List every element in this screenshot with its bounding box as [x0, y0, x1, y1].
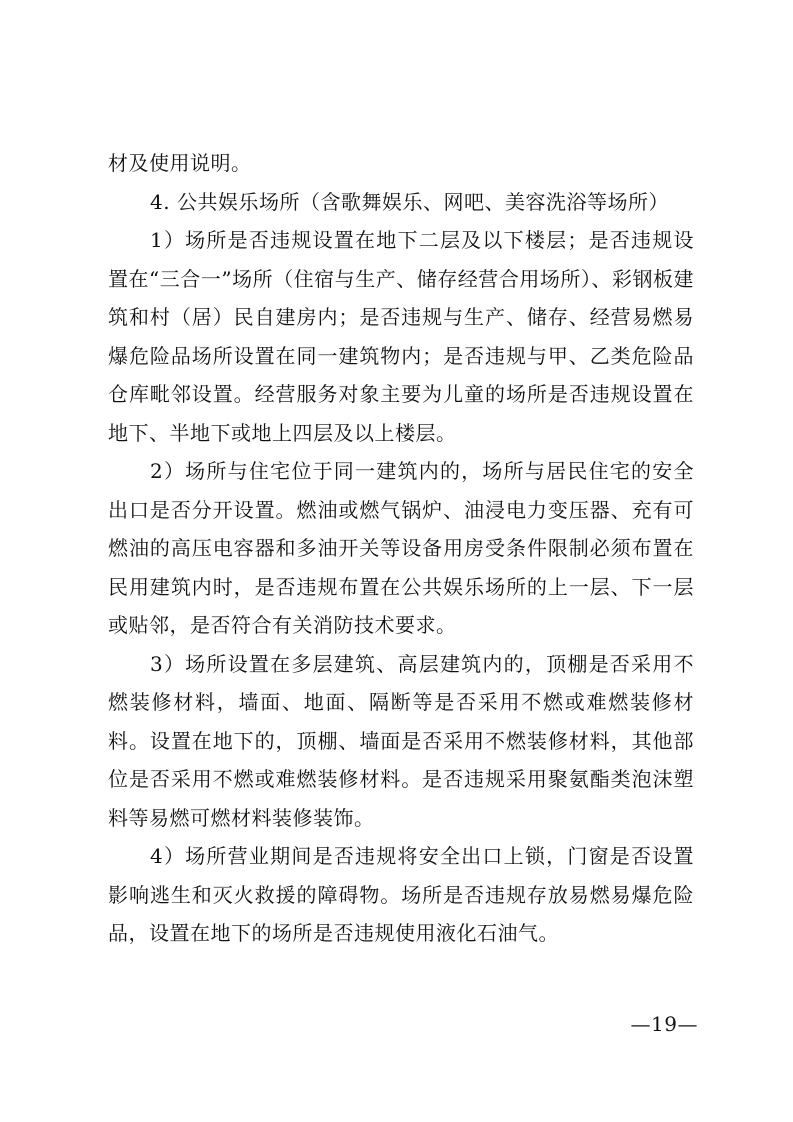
paragraph-continuation: 材及使用说明。 [108, 151, 252, 175]
paragraph-item-1: 1）场所是否违规设置在地下二层及以下楼层；是否违规设置在“三合一”场所（住宿与生产、储存经营合用场所）、彩钢板建筑和村（居）民自建房内；是否违规与生产、储存、经营易燃易爆危险品场所设置在同一建筑物内；是否违规与甲、乙类危险品仓库毗邻设置。经营服务对象主要为儿童的场所是否违规设置在地下、半地下或地上四层及以上楼层。 [108, 228, 694, 445]
paragraph-item-4: 4）场所营业期间是否违规将安全出口上锁，门窗是否设置影响逃生和灭火救援的障碍物。场所是否违规存放易燃易爆危险品，设置在地下的场所是否违规使用液化石油气。 [108, 844, 694, 945]
body-text [108, 144, 694, 953]
paragraph-item-3: 3）场所设置在多层建筑、高层建筑内的，顶棚是否采用不燃装修材料，墙面、地面、隔断等是否采用不燃或难燃装修材料。设置在地下的，顶棚、墙面是否采用不燃装修材料，其他部位是否采用不燃或难燃装修材料。是否违规采用聚氨酯类泡沫塑料等易燃可燃材料装修装饰。 [108, 651, 694, 830]
section-heading-public-entertainment: 4. 公共娱乐场所（含歌舞娱乐、网吧、美容洗浴等场所） [150, 189, 669, 214]
page-number: —19— [630, 1012, 698, 1036]
paragraph-item-2: 2）场所与住宅位于同一建筑内的，场所与居民住宅的安全出口是否分开设置。燃油或燃气锅炉、油浸电力变压器、充有可燃油的高压电容器和多油开关等设备用房受条件限制必须布置在民用建筑内时，是否违规布置在公共娱乐场所的上一层、下一层或贴邻，是否符合有关消防技术要求。 [108, 459, 694, 637]
